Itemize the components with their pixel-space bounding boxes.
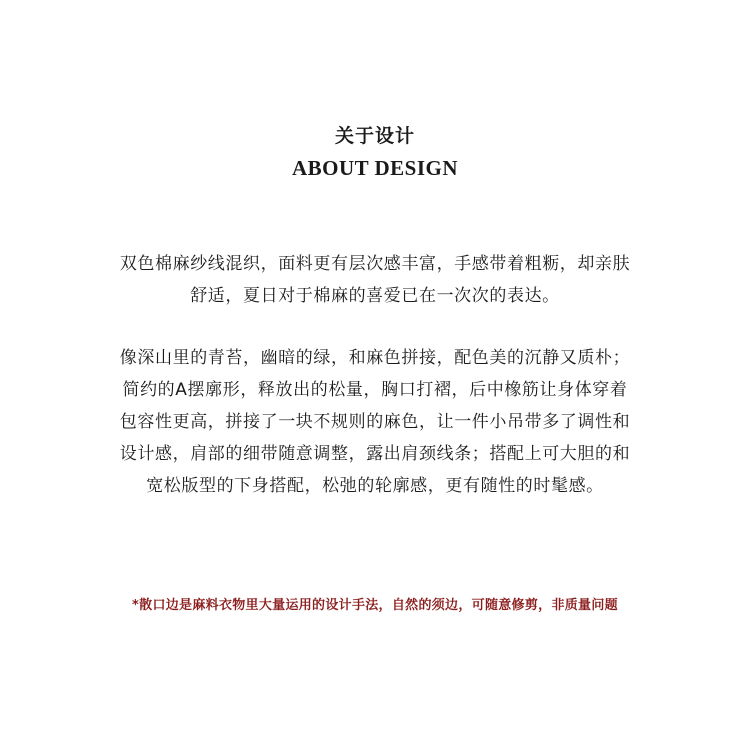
paragraph-line: 设计感，肩部的细带随意调整，露出肩颈线条；搭配上可大胆的和	[119, 444, 631, 464]
paragraph-line: 双色棉麻纱线混织，面料更有层次感丰富，手感带着粗粝，却亲肤	[119, 254, 631, 274]
paragraph-line: 像深山里的青苔，幽暗的绿，和麻色拼接，配色美的沉静又质朴；	[119, 348, 631, 368]
section-title-chinese: 关于设计	[334, 125, 415, 147]
paragraph-line: 包容性更高，拼接了一块不规则的麻色，让一件小吊带多了调性和	[119, 412, 631, 432]
section-title-english: ABOUT DESIGN	[291, 156, 459, 180]
raw-edge-note: *散口边是麻料衣物里大量运用的设计手法，自然的须边，可随意修剪，非质量问题	[132, 598, 618, 613]
paragraph-line: 宽松版型的下身搭配，松弛的轮廓感，更有随性的时髦感。	[146, 476, 604, 496]
style-description-paragraph	[0, 342, 750, 502]
fabric-description-paragraph	[0, 248, 750, 312]
paragraph-line: 简约的A摆廓形，释放出的松量，胸口打褶，后中橡筋让身体穿着	[122, 380, 628, 400]
paragraph-line: 舒适，夏日对于棉麻的喜爱已在一次次的表达。	[190, 286, 560, 306]
